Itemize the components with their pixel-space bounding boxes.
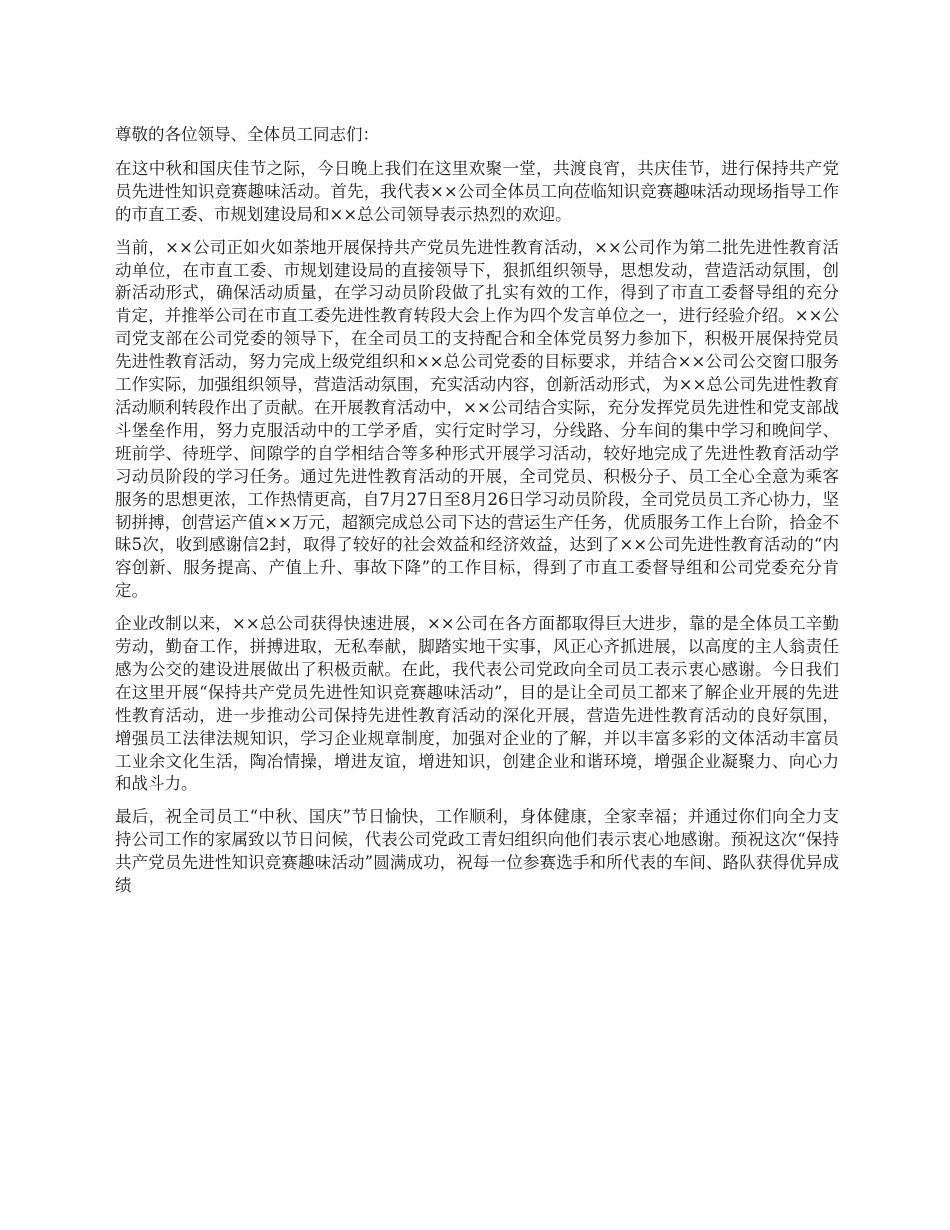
paragraph-closing-wishes: 最后，祝全司员工“中秋、国庆”节日愉快，工作顺利，身体健康，全家幸福；并通过你们向全力支持公司工作的家属致以节日问候，代表公司党政工青妇组织向他们表示衷心地感谢。预祝这次“保持共产党员先进性知识竞赛趣味活动”圆满成功，祝每一位参赛选手和所代表的车间、路队获得优异成绩 [115, 807, 839, 896]
paragraph-welcome: 在这中秋和国庆佳节之际，今日晚上我们在这里欢聚一堂，共渡良宵，共庆佳节，进行保持共产党员先进性知识竞赛趣味活动。首先，我代表××公司全体员工向莅临知识竞赛趣味活动现场指导工作的市直工委、市规划建设局和××总公司领导表示热烈的欢迎。 [115, 158, 839, 224]
paragraph-education-activity: 当前，××公司正如火如荼地开展保持共产党员先进性教育活动，××公司作为第二批先进性教育活动单位，在市直工委、市规划建设局的直接领导下，狠抓组织领导，思想发动，营造活动氛围，创新活动形式，确保活动质量，在学习动员阶段做了扎实有效的工作，得到了市直工委督导组的充分肯定，并推举公司在市直工委先进性教育转段大会上作为四个发言单位之一，进行经验介绍。××公司党支部在公司党委的领导下，在全司员工的支持配合和全体党员努力参加下，积极开展保持党员先进性教育活动，努力完成上级党组织和××总公司党委的目标要求，并结合××公司公交窗口服务工作实际，加强组织领导，营造活动氛围，充实活动内容，创新活动形式，为××总公司先进性教育活动顺利转段作出了贡献。在开展教育活动中，××公司结合实际，充分发挥党员先进性和党支部战斗堡垒作用，努力克服活动中的工学矛盾，实行定时学习，分线路、分车间的集中学习和晚间学、班前学、待班学、间隙学的自学相结合等多种形式开展学习活动，较好地完成了先进性教育活动学习动员阶段的学习任务。通过先进性教育活动的开展，全司党员、积极分子、员工全心全意为乘客服务的思想更浓，工作热情更高，自7月27日至8月26日学习动员阶段，全司党员员工齐心协力，坚韧拼搏，创营运产值××万元，超额完成总公司下达的营运生产任务，优质服务工作上台阶，拾金不昧5次，收到感谢信2封，取得了较好的社会效益和经济效益，达到了××公司先进性教育活动的“内容创新、服务提高、产值上升、事故下降”的工作目标，得到了市直工委督导组和公司党委充分肯定。 [115, 237, 839, 601]
document-body [115, 124, 839, 908]
salutation: 尊敬的各位领导、全体员工同志们： [115, 125, 379, 144]
paragraph-company-progress: 企业改制以来，××总公司获得快速进展，××公司在各方面都取得巨大进步，靠的是全体员工辛勤劳动，勤奋工作，拼搏进取，无私奉献，脚踏实地干实事，风正心齐抓进展，以高度的主人翁责任感为公交的建设进展做出了积极贡献。在此，我代表公司党政向全司员工表示衷心感谢。今日我们在这里开展“保持共产党员先进性知识竞赛趣味活动”，目的是让全司员工都来了解企业开展的先进性教育活动，进一步推动公司保持先进性教育活动的深化开展，营造先进性教育活动的良好氛围，增强员工法律法规知识，学习企业规章制度，加强对企业的了解，并以丰富多彩的文体活动丰富员工业余文化生活，陶冶情操，增进友谊，增进知识，创建企业和谐环境，增强企业凝聚力、向心力和战斗力。 [115, 614, 839, 794]
